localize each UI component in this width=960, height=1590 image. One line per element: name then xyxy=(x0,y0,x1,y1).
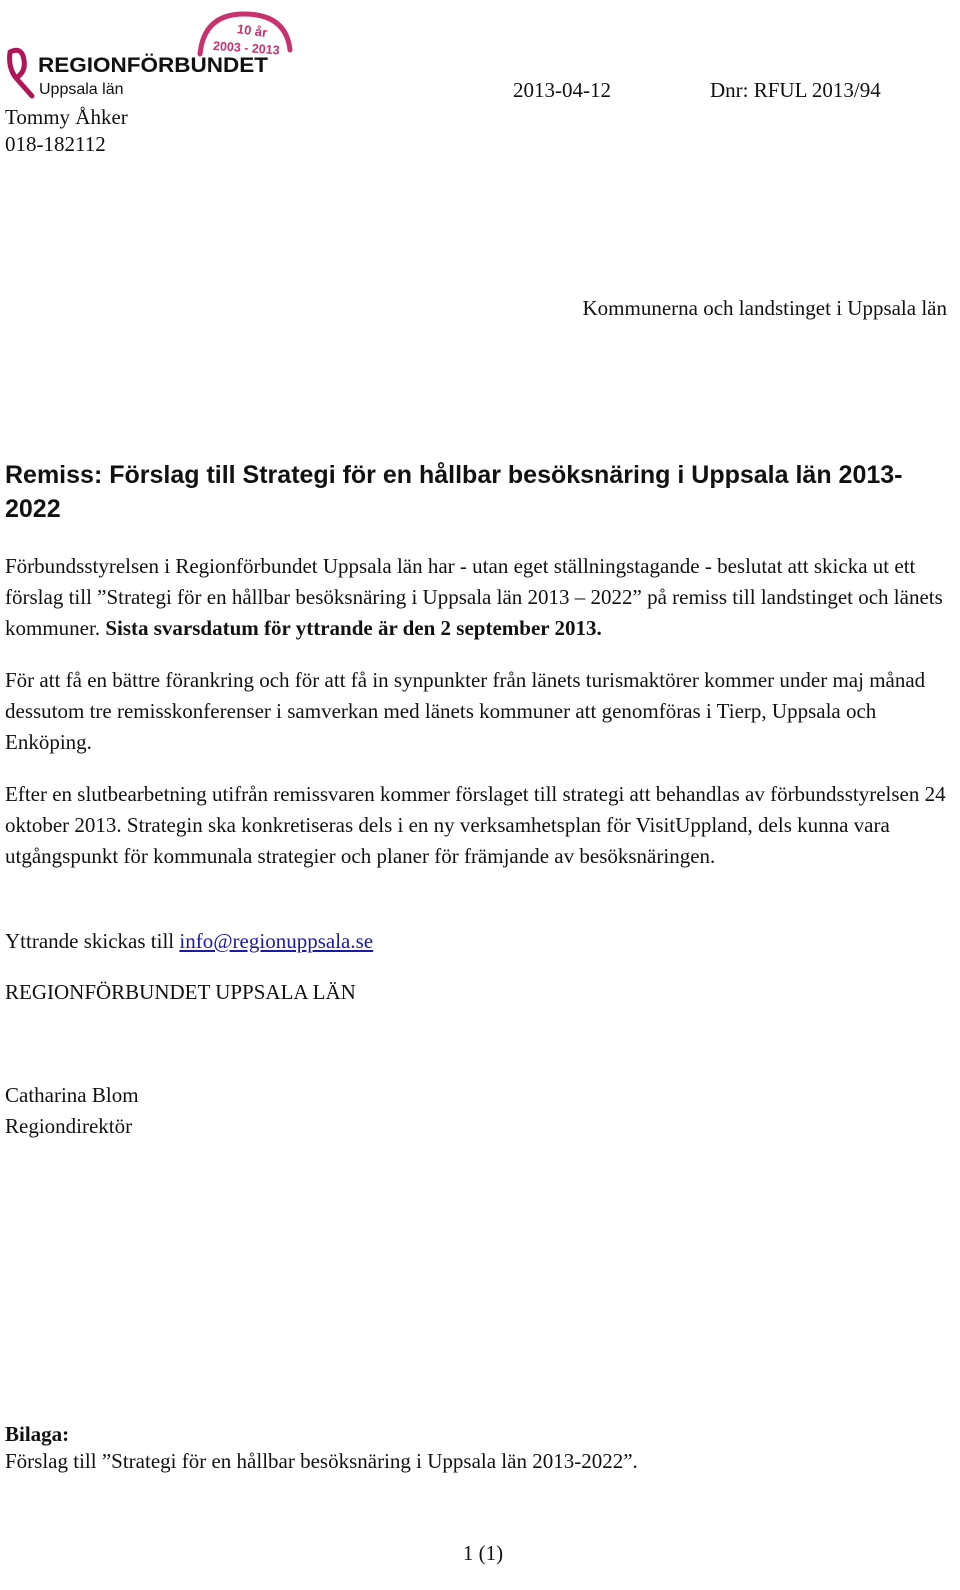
paragraph-submit xyxy=(5,926,950,957)
recipient: Kommunerna och landstinget i Uppsala län xyxy=(582,296,947,320)
badge-ten-years: 10 år xyxy=(236,21,269,41)
email-link[interactable]: info@regionuppsala.se xyxy=(179,929,374,953)
logo-wordmark: REGIONFÖRBUNDET xyxy=(38,54,269,77)
paragraph-decision xyxy=(5,551,950,644)
paragraph-next-steps: Efter en slutbearbetning utifrån remissvaren kommer förslaget till strategi att behandlas av förbundsstyrelsen 24 oktober 2013. Strategin ska konkretiseras dels i en ny verksamhetsplan för VisitUppland, dels kunna vara utgångspunkt för kommunala strategier och planer för främjande av besöksnäringen. xyxy=(5,782,946,868)
ribbon-mark-icon xyxy=(10,50,32,96)
signer-title: Regiondirektör xyxy=(5,1114,133,1138)
paragraph-decision-text: Förbundsstyrelsen i Regionförbundet Uppsala län har - utan eget ställningstagande - beslutat att skicka ut ett förslag till ”Strategi för en hållbar besöksnäring i Uppsala län 2013 – 2022” på remiss till landstinget och länets kommuner. xyxy=(5,554,943,640)
logo-subtitle: Uppsala län xyxy=(39,81,124,98)
document-title: Remiss: Förslag till Strategi för en hållbar besöksnäring i Uppsala län 2013-2022 xyxy=(5,461,903,523)
signer-name: Catharina Blom xyxy=(5,1083,139,1107)
sender-name: Tommy Åhker xyxy=(5,105,128,129)
document-reference-number: Dnr: RFUL 2013/94 xyxy=(710,78,881,102)
sender-phone: 018-182112 xyxy=(5,132,106,156)
deadline-statement: Sista svarsdatum för yttrande är den 2 september 2013. xyxy=(105,616,602,640)
organization-name: REGIONFÖRBUNDET UPPSALA LÄN xyxy=(5,980,356,1004)
attachment-label: Bilaga: xyxy=(5,1422,70,1446)
paragraph-conferences: För att få en bättre förankring och för att få in synpunkter från länets turismaktörer kommer under maj månad dessutom tre remisskonferenser i samverkan med länets kommuner att genomföras i Tierp, Uppsala och Enköping. xyxy=(5,668,926,754)
badge-years: 2003 - 2013 xyxy=(212,38,281,58)
page-number: 1 (1) xyxy=(462,1541,504,1565)
submit-prefix: Yttrande skickas till xyxy=(5,929,180,953)
attachment-text: Förslag till ”Strategi för en hållbar besöksnäring i Uppsala län 2013-2022”. xyxy=(5,1449,638,1473)
document-date: 2013-04-12 xyxy=(513,78,611,102)
regionforbundet-logo xyxy=(4,6,296,102)
